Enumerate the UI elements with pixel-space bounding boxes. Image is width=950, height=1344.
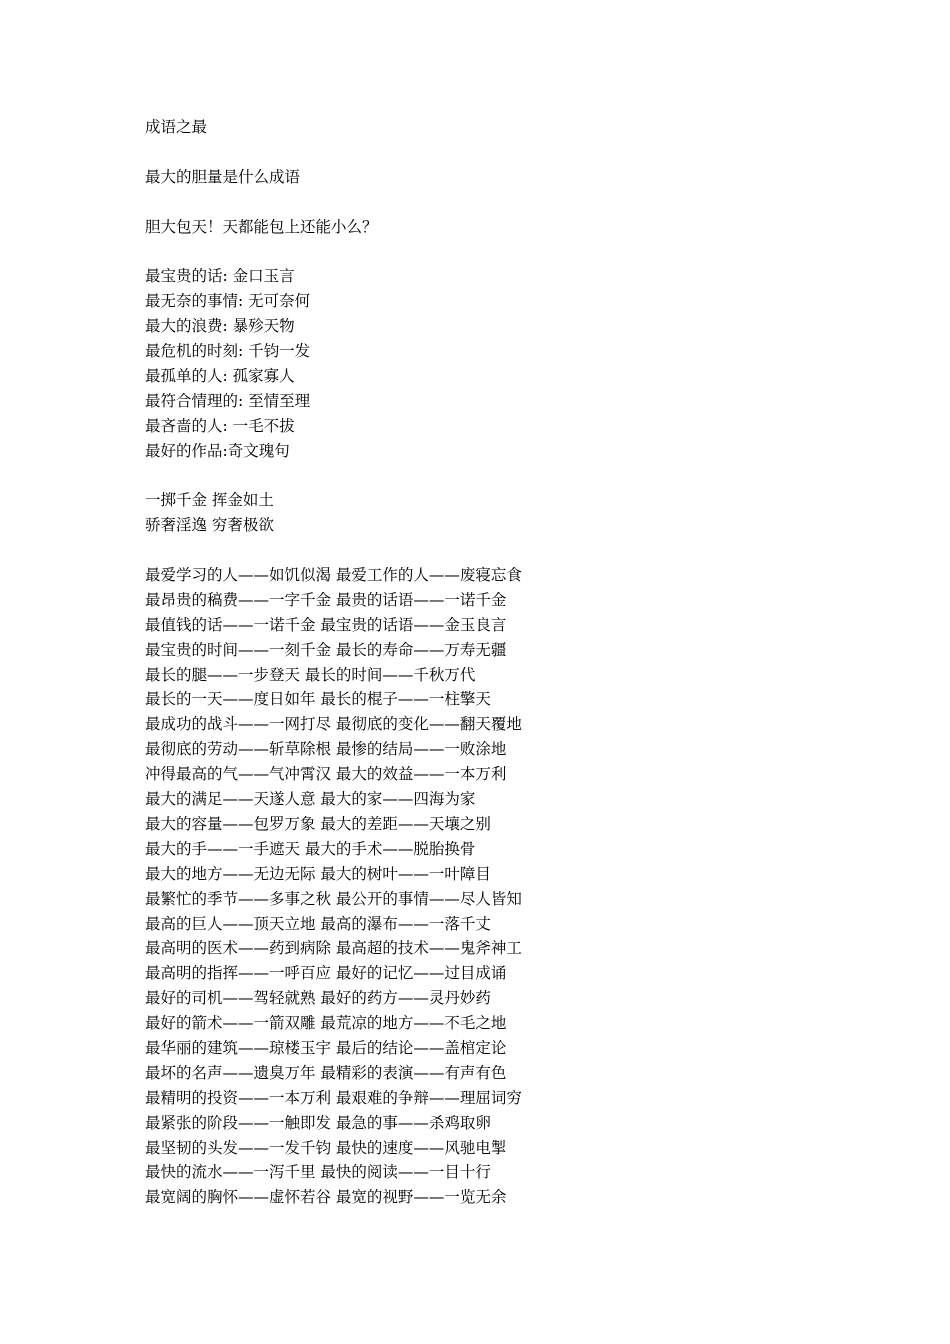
- list-item: 最好的作品:奇文瑰句: [145, 441, 290, 460]
- document-page: [145, 115, 925, 1210]
- list-item: 骄奢淫逸 穷奢极欲: [145, 516, 274, 535]
- list-item: 最高明的指挥——一呼百应 最好的记忆——过目成诵: [145, 964, 507, 983]
- idiom-list-2: [145, 488, 925, 538]
- list-item: 最孤单的人: 孤家寡人: [145, 366, 295, 385]
- blank-line: [145, 140, 925, 165]
- list-item: 最宽阔的胸怀——虚怀若谷 最宽的视野——一览无余: [145, 1188, 507, 1207]
- blank-line: [145, 463, 925, 488]
- list-item: 最大的满足——天遂人意 最大的家——四海为家: [145, 790, 476, 809]
- list-item: 最好的司机——驾轻就熟 最好的药方——灵丹妙药: [145, 989, 491, 1008]
- list-item: 最符合情理的: 至情至理: [145, 391, 311, 410]
- list-item: 最宝贵的时间——一刻千金 最长的寿命——万寿无疆: [145, 640, 507, 659]
- blank-line: [145, 239, 925, 264]
- list-item: 最高明的医术——药到病除 最高超的技术——鬼斧神工: [145, 939, 522, 958]
- list-item: 最高的巨人——顶天立地 最高的瀑布——一落千丈: [145, 914, 491, 933]
- list-item: 最吝啬的人: 一毛不拔: [145, 416, 295, 435]
- blank-line: [145, 538, 925, 563]
- list-item: 最快的流水——一泻千里 最快的阅读——一目十行: [145, 1163, 491, 1182]
- list-item: 最昂贵的稿费——一字千金 最贵的话语——一诺千金: [145, 590, 507, 609]
- list-item: 最大的浪费: 暴殄天物: [145, 317, 295, 336]
- list-item: 最坏的名声——遗臭万年 最精彩的表演——有声有色: [145, 1063, 507, 1082]
- list-item: 最值钱的话——一诺千金 最宝贵的话语——金玉良言: [145, 615, 507, 634]
- list-item: 冲得最高的气——气冲霄汉 最大的效益——一本万利: [145, 765, 507, 784]
- list-item: 最华丽的建筑——琼楼玉宇 最后的结论——盖棺定论: [145, 1038, 507, 1057]
- answer-text: 胆大包天！天都能包上还能小么？: [145, 217, 378, 236]
- list-item: 最大的容量——包罗万象 最大的差距——天壤之别: [145, 814, 491, 833]
- list-item: 最繁忙的季节——多事之秋 最公开的事情——尽人皆知: [145, 889, 522, 908]
- document-title: 成语之最: [145, 118, 208, 136]
- list-item: 最长的一天——度日如年 最长的棍子——一柱擎天: [145, 690, 491, 709]
- list-item: 最爱学习的人——如饥似渴 最爱工作的人——废寝忘食: [145, 566, 522, 585]
- list-item: 最宝贵的话: 金口玉言: [145, 267, 295, 286]
- blank-line: [145, 190, 925, 215]
- list-item: 最无奈的事情: 无可奈何: [145, 292, 311, 311]
- list-item: 最紧张的阶段——一触即发 最急的事——杀鸡取卵: [145, 1113, 491, 1132]
- question-text: 最大的胆量是什么成语: [145, 167, 301, 186]
- list-item: 最长的腿——一步登天 最长的时间——千秋万代: [145, 665, 476, 684]
- idiom-list-3: [145, 563, 925, 1210]
- list-item: 最好的箭术——一箭双雕 最荒凉的地方——不毛之地: [145, 1014, 507, 1033]
- list-item: 最大的手——一手遮天 最大的手术——脱胎换骨: [145, 839, 476, 858]
- list-item: 最危机的时刻: 千钧一发: [145, 342, 311, 361]
- idiom-list-1: [145, 264, 925, 463]
- list-item: 最精明的投资——一本万利 最艰难的争辩——理屈词穷: [145, 1088, 522, 1107]
- list-item: 一掷千金 挥金如土: [145, 491, 274, 510]
- list-item: 最成功的战斗——一网打尽 最彻底的变化——翻天覆地: [145, 715, 522, 734]
- list-item: 最彻底的劳动——斩草除根 最惨的结局——一败涂地: [145, 740, 507, 759]
- list-item: 最坚韧的头发——一发千钧 最快的速度——风驰电掣: [145, 1138, 507, 1157]
- list-item: 最大的地方——无边无际 最大的树叶——一叶障目: [145, 864, 491, 883]
